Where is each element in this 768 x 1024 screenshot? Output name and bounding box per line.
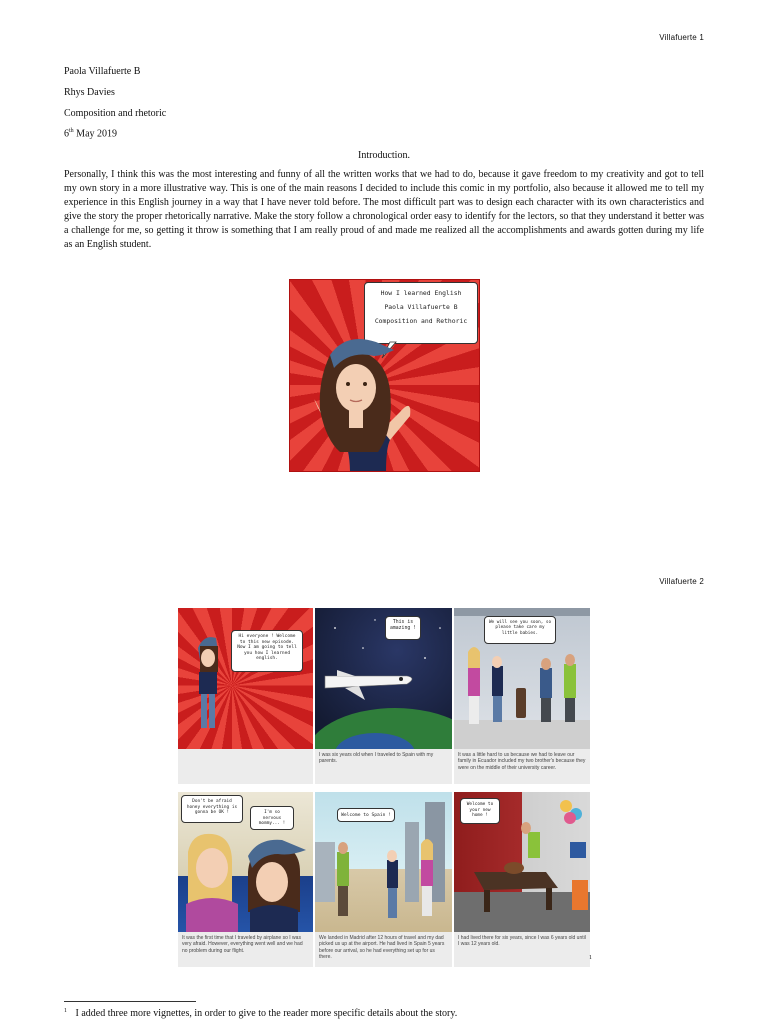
- panel-6-bubble: Welcome to your new home !: [460, 798, 500, 824]
- panel-4-bubble-1: Don't be afraid honey everything is gonna be OK !: [181, 795, 243, 823]
- panel-3-bubble: We will see you soon, so please take care my little babies.: [484, 616, 556, 644]
- date: [64, 128, 117, 139]
- panel-6-scene: [454, 792, 590, 932]
- panel-5-scene: [315, 792, 452, 932]
- footnote-text: I added three more vignettes, in order to give to the reader more specific details about the story.: [75, 1008, 458, 1020]
- cover-line-2: Paola Villafuerte B: [384, 303, 458, 311]
- comic-cover: [289, 279, 480, 472]
- panel-2-bubble: This is amazing !: [385, 616, 421, 640]
- date-suffix: th: [69, 128, 74, 134]
- comic-panel-2: [315, 608, 452, 749]
- panel-3-caption: It was a little hard to us because we had to leave our family in Ecuador included my two brother's because they were on the middle of their university career.: [454, 749, 590, 784]
- panel-1-bubble: Hi everyone ! Welcome to this new episode. Now I am going to tell you how I learned english.: [231, 630, 303, 672]
- panel-4-bubble-2: I'm so nervous mommy... !: [250, 806, 294, 830]
- date-rest: May 2019: [73, 128, 118, 140]
- cover-line-3: Composition and Rethoric: [374, 317, 468, 325]
- panel-3-scene: [454, 608, 590, 749]
- page-header-2: Villafuerte 2: [659, 577, 704, 586]
- instructor-name: Rhys Davies: [64, 87, 115, 98]
- cover-character: [290, 280, 480, 472]
- intro-title: Introduction.: [358, 150, 410, 161]
- panel-2-caption: I was six years old when I traveled to Spain with my parents.: [315, 749, 452, 784]
- panel-4-scene: [178, 792, 313, 932]
- panel-1-caption: [178, 749, 313, 784]
- author-name: Paola Villafuerte B: [64, 66, 141, 77]
- comic-panel-5: [315, 792, 452, 932]
- comic-panel-3: [454, 608, 590, 749]
- course-name: Composition and rhetoric: [64, 108, 167, 119]
- panel-2-scene: [315, 608, 452, 749]
- footnote-marker: 1: [589, 955, 592, 961]
- panel-4-caption: It was the first time that I traveled by airplane so I was very afraid. However, everything went well and we had no problem during our flight.: [178, 932, 313, 967]
- intro-paragraph: Personally, I think this was the most interesting and funny of all the written works that we had to do, because it gave freedom to my creativity and got to tell my own story in a more illustrative way. This is one of the main reasons I decided to include this comic in my portfolio, also because it allowed me to tell my experience in this English journey in a way that I have never told before. The most difficult part was to design each character with its own characteristics and give the story the proper rhetorically narrative. Make the story follow a chronological order easy to identify for the lectors, so that they understand it better was a challenge for me, so getting it throw is something that I am really proud of and made me realized all the accomplishments and awards gotten during my life as an English student.: [64, 169, 704, 250]
- footnote-number: 1: [64, 1008, 67, 1014]
- footnote: [64, 1008, 457, 1019]
- panel-5-bubble: Welcome to Spain !: [337, 808, 395, 822]
- page-header-1: Villafuerte 1: [659, 33, 704, 42]
- footnote-rule: [64, 1001, 196, 1002]
- panel-6-caption: I had lived there for six years, since I was 6 years old until I was 12 years old.: [454, 932, 590, 967]
- cover-line-1: How I learned English: [380, 289, 462, 297]
- comic-panel-6: [454, 792, 590, 932]
- panel-5-caption: We landed in Madrid after 12 hours of travel and my dad picked us up at the airport. He had lived in Spain 5 years before our arrival, so he had everything set up for us there.: [315, 932, 452, 967]
- date-day: 6: [64, 128, 69, 140]
- comic-panel-4: [178, 792, 313, 932]
- panel-1-character: [178, 608, 313, 749]
- comic-panel-1: [178, 608, 313, 749]
